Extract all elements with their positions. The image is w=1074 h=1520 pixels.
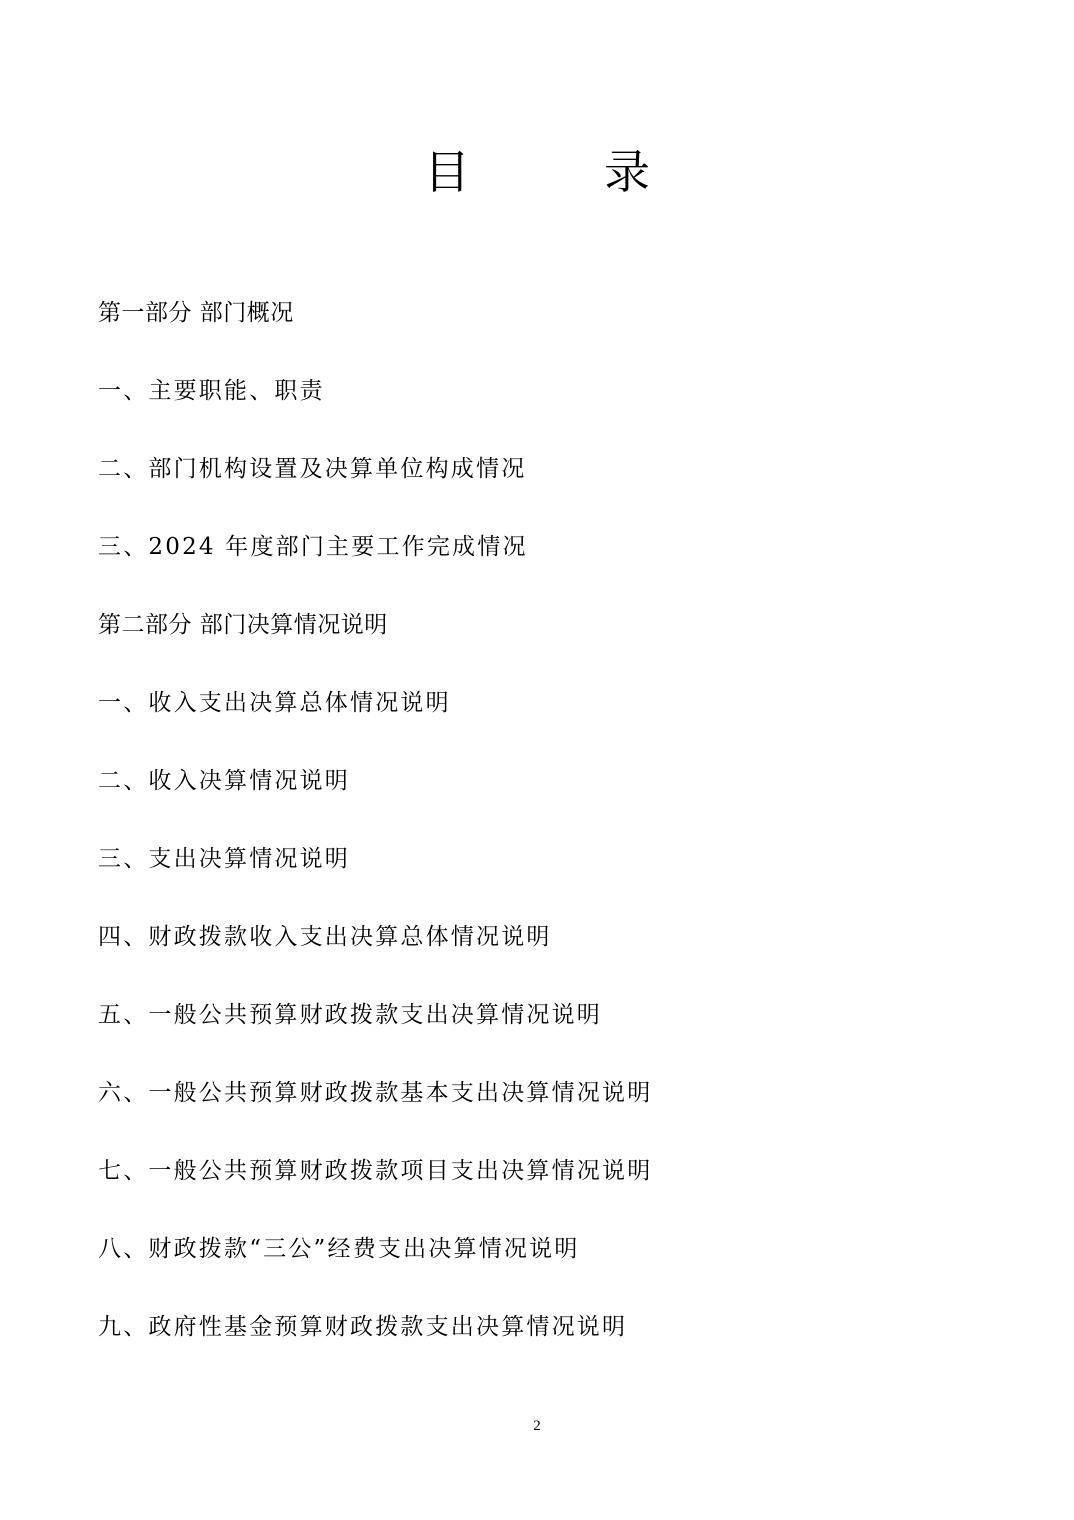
toc-item: 一、主要职能、职责 (98, 378, 325, 404)
toc-item: 二、收入决算情况说明 (98, 768, 350, 794)
toc-item: 二、部门机构设置及决算单位构成情况 (98, 456, 527, 482)
toc-item: 四、财政拨款收入支出决算总体情况说明 (98, 924, 552, 950)
page-title: 目 录 (424, 145, 694, 199)
toc-item: 九、政府性基金预算财政拨款支出决算情况说明 (98, 1314, 628, 1340)
toc-part-heading: 第二部分 部门决算情况说明 (98, 612, 388, 638)
toc-part-heading: 第一部分 部门概况 (98, 300, 294, 326)
toc-item: 五、一般公共预算财政拨款支出决算情况说明 (98, 1002, 602, 1028)
toc-item: 三、支出决算情况说明 (98, 846, 350, 872)
page-number: 2 (533, 1418, 541, 1434)
toc-item: 八、财政拨款“三公”经费支出决算情况说明 (98, 1236, 580, 1262)
toc-item: 一、收入支出决算总体情况说明 (98, 690, 451, 716)
toc-item: 七、一般公共预算财政拨款项目支出决算情况说明 (98, 1158, 653, 1184)
toc-item: 三、2024 年度部门主要工作完成情况 (98, 534, 528, 560)
toc-item: 六、一般公共预算财政拨款基本支出决算情况说明 (98, 1080, 653, 1106)
